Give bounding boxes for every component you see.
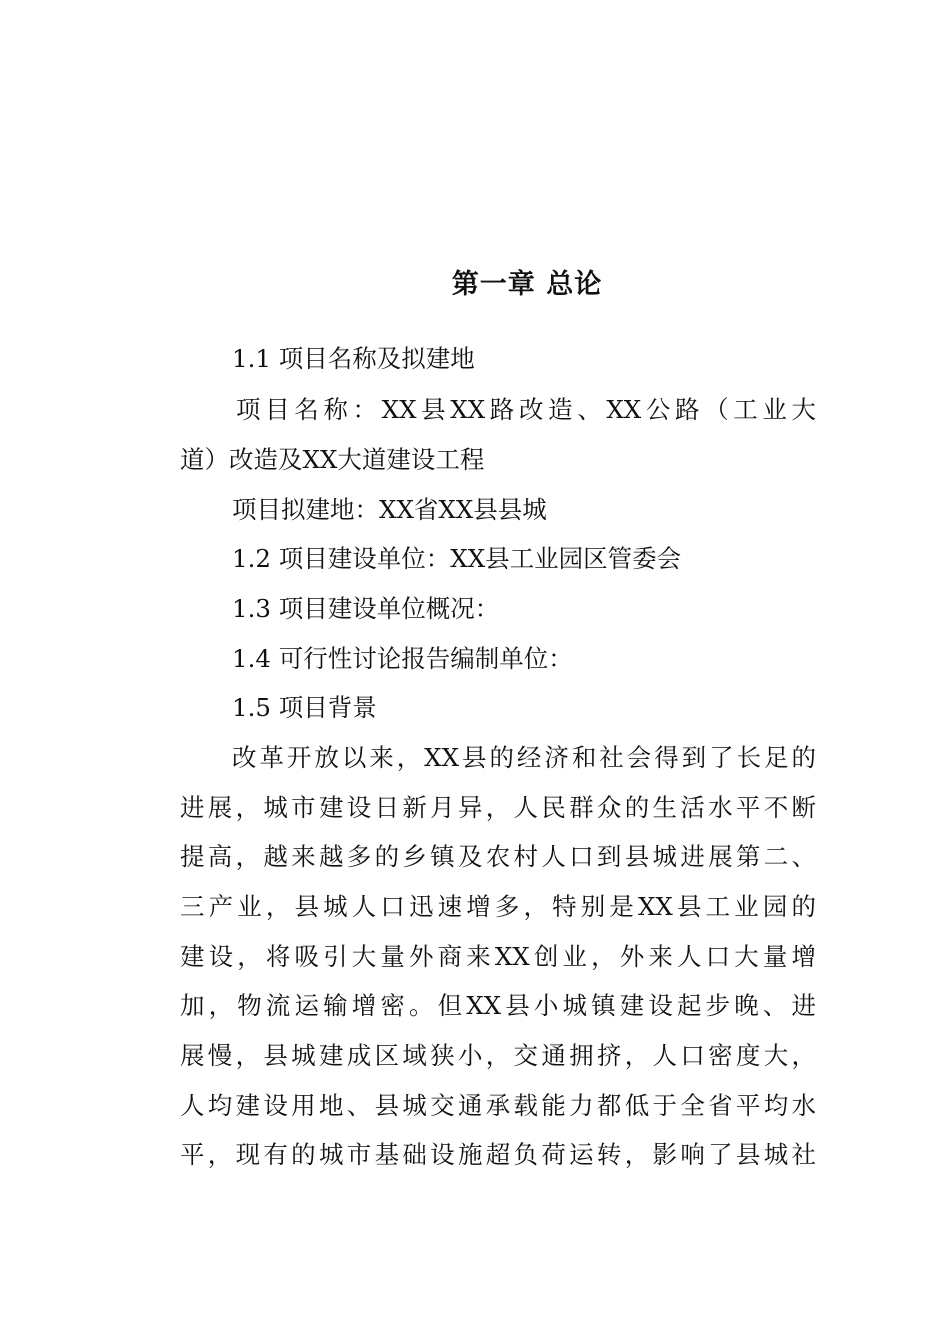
project-name-continuation: 道）改造及XX大道建设工程: [180, 445, 485, 474]
section-heading-1-3: 1.3 项目建设单位概况：: [232, 594, 500, 623]
paragraph-line: 改革开放以来，XX县的经济和社会得到了长足的: [232, 743, 816, 772]
project-location-line: 项目拟建地：XX省XX县县城: [232, 495, 547, 524]
chapter-title: 第一章 总论: [451, 269, 603, 300]
paragraph-line: 进展，城市建设日新月异，人民群众的生活水平不断: [180, 793, 816, 822]
paragraph-line: 人均建设用地、县城交通承载能力都低于全省平均水: [180, 1091, 816, 1120]
section-heading-1-5: 1.5 项目背景: [232, 693, 377, 722]
project-name-line: 项目名称：XX县XX路改造、XX公路（工业大: [236, 395, 816, 424]
paragraph-line: 三产业，县城人口迅速增多，特别是XX县工业园的: [180, 892, 816, 921]
paragraph-line: 建设，将吸引大量外商来XX创业，外来人口大量增: [180, 942, 816, 971]
paragraph-line: 加，物流运输增密。但XX县小城镇建设起步晚、进: [180, 991, 816, 1020]
section-heading-1-2: 1.2 项目建设单位：XX县工业园区管委会: [232, 544, 682, 573]
paragraph-line: 展慢，县城建成区域狭小，交通拥挤，人口密度大，: [180, 1041, 816, 1070]
section-heading-1-1: 1.1 项目名称及拟建地: [232, 344, 475, 373]
paragraph-line: 平，现有的城市基础设施超负荷运转，影响了县城社: [180, 1140, 816, 1169]
paragraph-line: 提高，越来越多的乡镇及农村人口到县城进展第二、: [180, 842, 816, 871]
section-heading-1-4: 1.4 可行性讨论报告编制单位：: [232, 644, 573, 673]
